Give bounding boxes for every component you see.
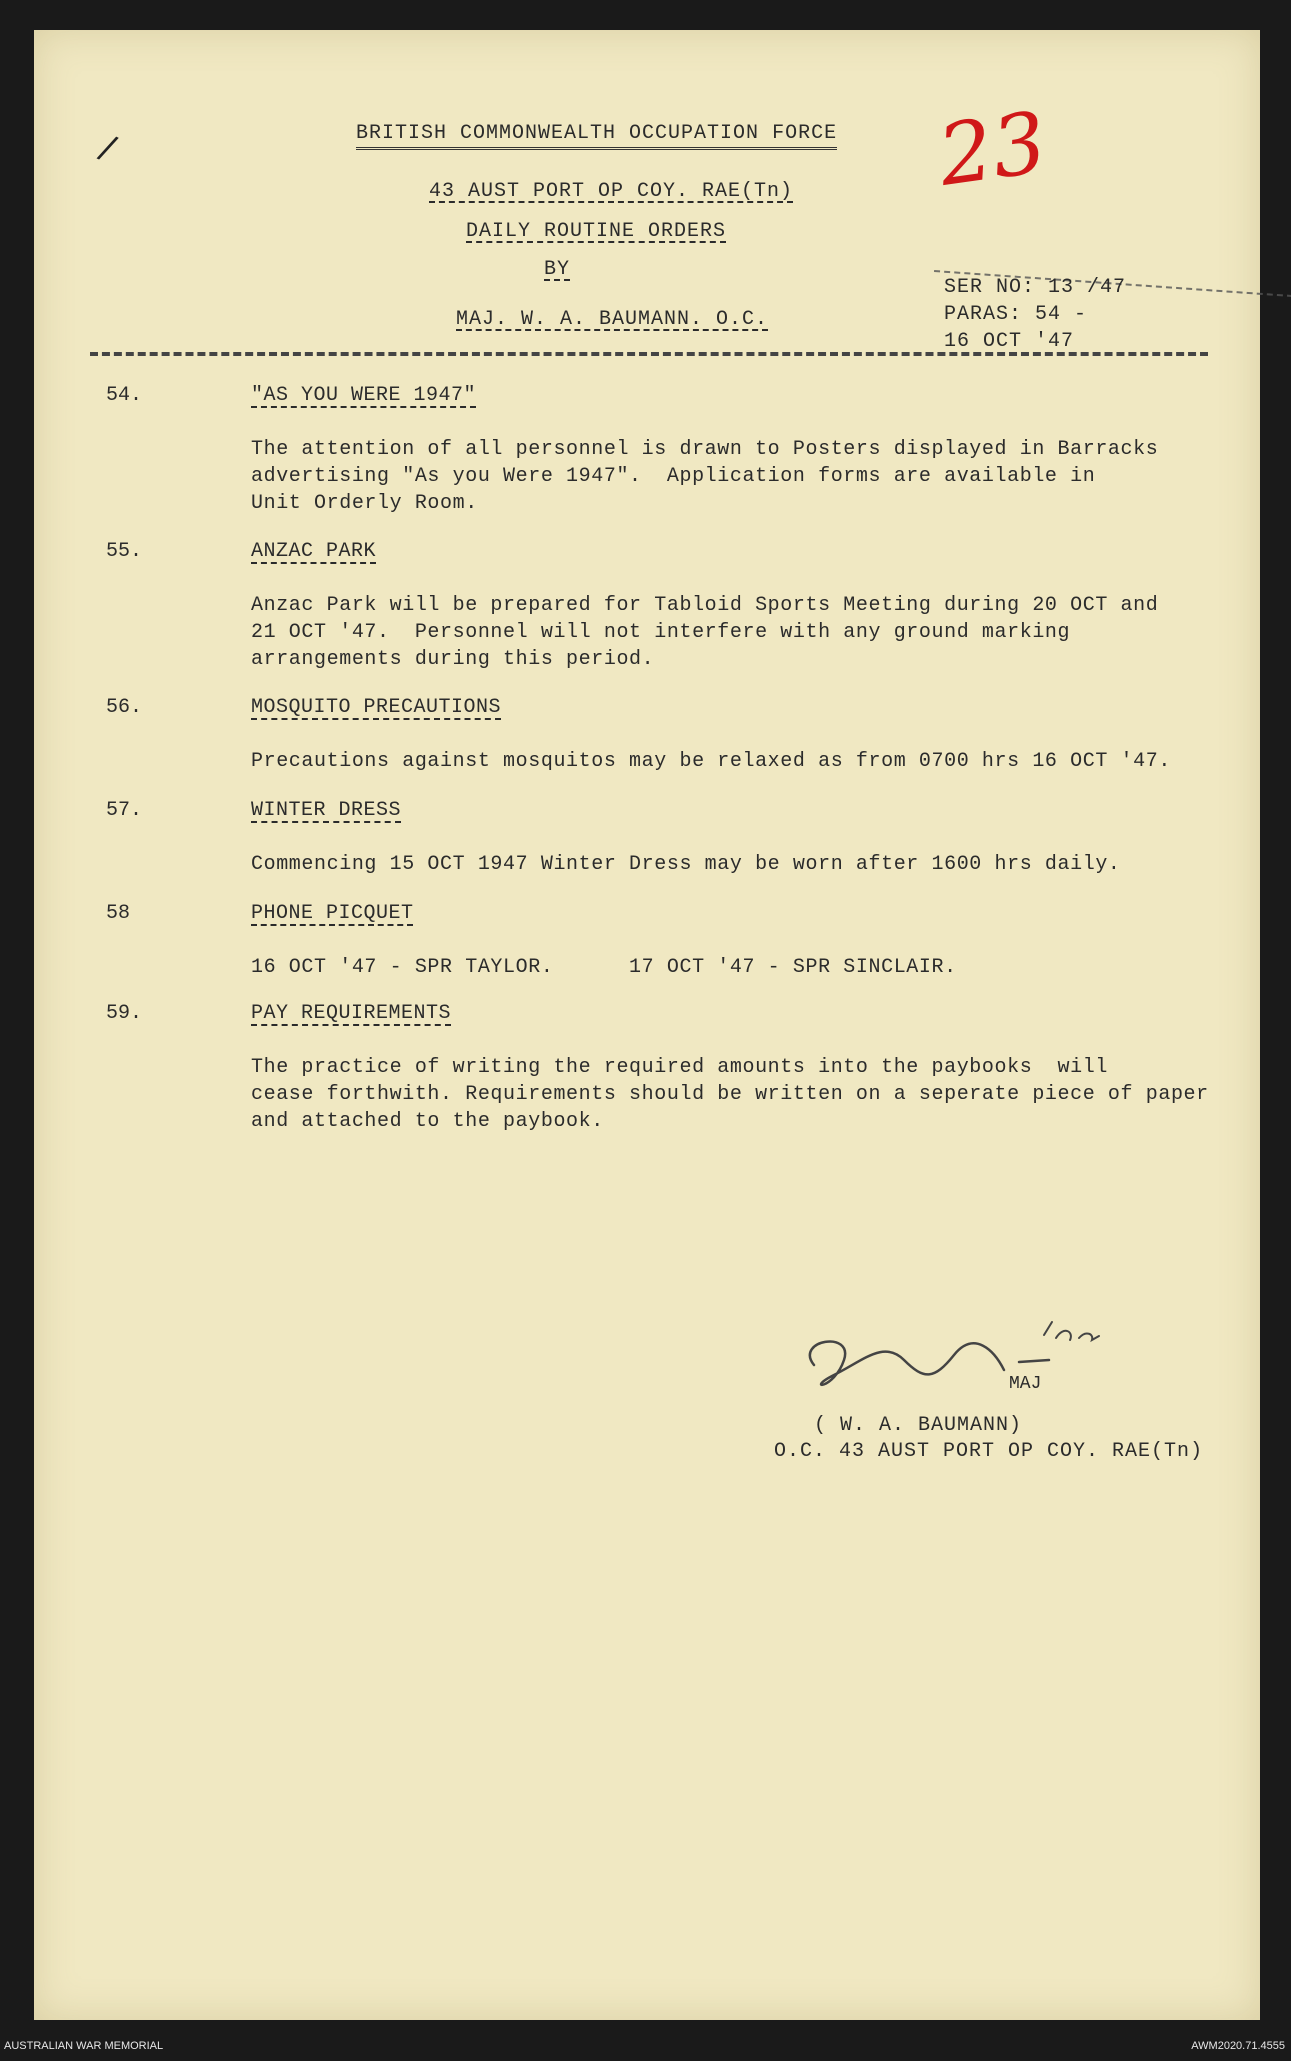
paragraph-number: 57. bbox=[106, 799, 143, 822]
header-force: BRITISH COMMONWEALTH OCCUPATION FORCE bbox=[356, 122, 837, 150]
paragraph-body: Anzac Park will be prepared for Tabloid Sports Meeting during 20 OCT and 21 OCT '47. Personnel will not interfere with any ground marking arrangements during this period. bbox=[251, 594, 1159, 671]
handwritten-signature bbox=[774, 1320, 1254, 1410]
footer-reference: AWM2020.71.4555 bbox=[1191, 2040, 1285, 2052]
folio-number: 23 bbox=[932, 93, 1053, 205]
paragraph-number: 59. bbox=[106, 1002, 143, 1025]
paragraph-body: Commencing 15 OCT 1947 Winter Dress may be worn after 1600 hrs daily. bbox=[251, 853, 1121, 876]
paragraph-body: 16 OCT '47 - SPR TAYLOR. 17 OCT '47 - SPR SINCLAIR. bbox=[251, 956, 957, 979]
paragraph-title: PHONE PICQUET bbox=[251, 902, 414, 925]
header-officer: MAJ. W. A. BAUMANN. O.C. bbox=[456, 308, 769, 331]
signatory-title: O.C. 43 AUST PORT OP COY. RAE(Tn) bbox=[774, 1440, 1204, 1463]
paragraph-title: "AS YOU WERE 1947" bbox=[251, 384, 477, 407]
paragraph-body: The attention of all personnel is drawn to Posters displayed in Barracks advertising "As you Were 1947". Application forms are available in Unit Orderly Room. bbox=[251, 438, 1159, 515]
paragraph-number: 56. bbox=[106, 696, 143, 719]
paragraph-title: MOSQUITO PRECAUTIONS bbox=[251, 696, 502, 719]
serial-block bbox=[944, 274, 1126, 355]
footer-archive: AUSTRALIAN WAR MEMORIAL bbox=[4, 2040, 164, 2052]
paras-range: PARAS: 54 - bbox=[944, 303, 1088, 326]
paragraph-title: PAY REQUIREMENTS bbox=[251, 1002, 452, 1025]
paragraph-title: ANZAC PARK bbox=[251, 540, 377, 563]
paragraph-number: 58 bbox=[106, 902, 131, 925]
paragraph-number: 55. bbox=[106, 540, 143, 563]
paragraph-number: 54. bbox=[106, 384, 143, 407]
paragraph-body: Precautions against mosquitos may be relaxed as from 0700 hrs 16 OCT '47. bbox=[251, 750, 1171, 773]
header-orders: DAILY ROUTINE ORDERS bbox=[466, 220, 727, 243]
signature-rank: MAJ bbox=[1009, 1374, 1042, 1394]
header-rule bbox=[90, 352, 1208, 356]
tick-mark: / bbox=[94, 127, 122, 169]
header-by: BY bbox=[544, 258, 571, 281]
paragraph-body: The practice of writing the required amounts into the paybooks will cease forthwith. Requirements should be written on a seperate piece of paper and attached to the paybook. bbox=[251, 1056, 1209, 1133]
serial-number: SER NO: 13 /47 bbox=[944, 276, 1127, 299]
signatory-name: ( W. A. BAUMANN) bbox=[814, 1414, 1023, 1437]
order-date: 16 OCT '47 bbox=[944, 330, 1075, 353]
header-unit: 43 AUST PORT OP COY. RAE(Tn) bbox=[429, 180, 794, 203]
paragraph-title: WINTER DRESS bbox=[251, 799, 402, 822]
signature-block bbox=[774, 1320, 1254, 1470]
document-page bbox=[34, 30, 1260, 2020]
